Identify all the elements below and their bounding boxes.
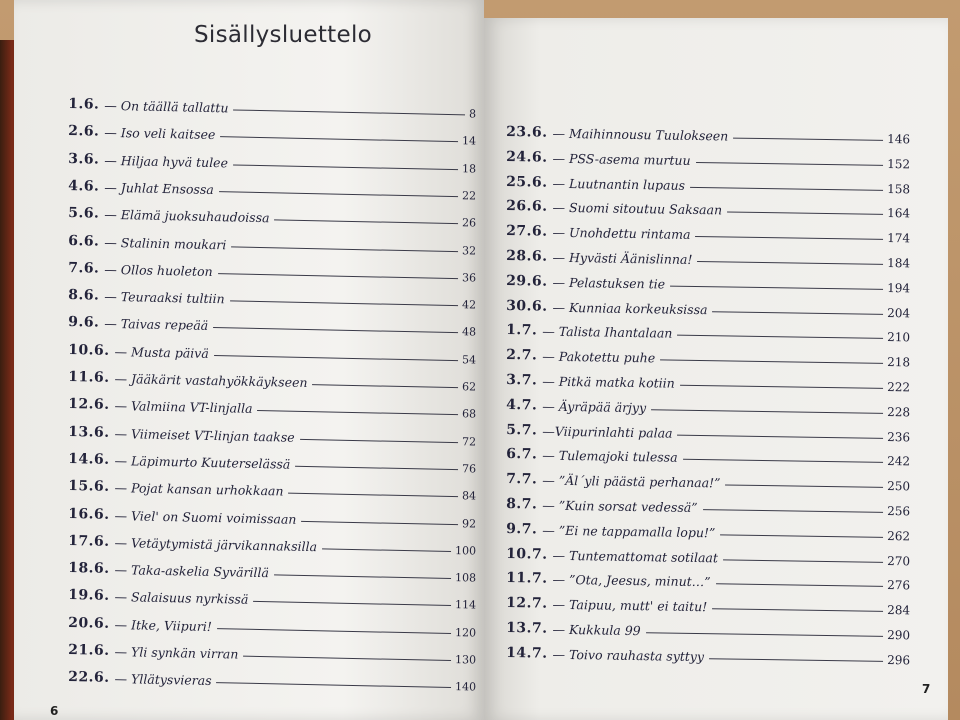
toc-entry: [68, 143, 476, 176]
toc-entry-leader: [716, 584, 884, 588]
toc-entry-title: — Taipuu, mutt' ei taitu!: [552, 596, 708, 615]
toc-entry-title: — Toivo rauhasta syttyy: [552, 646, 705, 664]
toc-entry-title: — Iso veli kaitsee: [104, 125, 216, 143]
toc-entry-number: 1.6.: [68, 96, 100, 113]
toc-entry-page: 146: [887, 131, 911, 147]
toc-entry-number: 26.6.: [506, 198, 548, 216]
toc-entry-number: 3.7.: [506, 372, 538, 389]
toc-entry-page: 108: [454, 571, 477, 585]
toc-entry-number: 29.6.: [506, 272, 548, 290]
toc-entry-title: — Yli synkän virran: [114, 643, 239, 662]
toc-entry-leader: [712, 608, 883, 612]
toc-entry-number: 7.7.: [506, 471, 538, 488]
toc-entry-number: 2.7.: [506, 347, 538, 364]
toc-entry-page: 174: [887, 231, 911, 246]
toc-entry-page: 242: [887, 454, 911, 469]
toc-entry-leader: [233, 109, 465, 115]
toc-entry-number: 5.7.: [506, 421, 538, 439]
toc-entry-page: 184: [887, 255, 911, 271]
toc-entry-leader: [720, 534, 883, 538]
toc-entry-number: 13.7.: [506, 620, 548, 637]
toc-entry-title: — Musta päivä: [114, 343, 209, 361]
toc-entry-number: 9.6.: [68, 314, 100, 332]
toc-entry-page: 26: [461, 216, 477, 230]
toc-entry-title: — Kukkula 99: [552, 621, 641, 639]
toc-entry-page: 152: [887, 156, 911, 172]
toc-entry-number: 25.6.: [506, 173, 548, 191]
toc-entry-page: 18: [461, 161, 477, 176]
page-title: Sisällysluettelo: [194, 22, 373, 48]
toc-entry-number: 27.6.: [506, 223, 548, 240]
toc-entry-page: 158: [887, 181, 911, 196]
toc-entry-title: — Salaisuus nyrkissä: [114, 589, 249, 608]
toc-entry-title: — Taivas repeää: [104, 316, 209, 334]
toc-entry-page: 218: [887, 355, 911, 370]
toc-entry-number: 3.6.: [68, 150, 100, 168]
toc-entry-leader: [233, 164, 458, 170]
toc-entry-number: 17.6.: [68, 532, 110, 550]
toc-entry-title: — Luutnantin lupaus: [552, 175, 686, 193]
toc-entry-number: 1.7.: [506, 322, 538, 339]
right-page: [484, 18, 948, 720]
toc-entry-number: 16.6.: [68, 505, 110, 523]
toc-entry-title: — Vetäytymistä järvikannaksilla: [114, 534, 318, 555]
toc-entry-title: — Yllätysvieras: [114, 671, 212, 689]
toc-entry-leader: [213, 327, 458, 333]
toc-entry-leader: [725, 485, 883, 488]
toc-entry-leader: [217, 682, 452, 688]
toc-entry-page: 256: [887, 503, 911, 519]
toc-entry-page: 84: [461, 489, 477, 503]
toc-entry-number: 6.6.: [68, 232, 100, 250]
toc-entry-title: — Pojat kansan urhokkaan: [114, 480, 284, 499]
toc-entry-title: — Tulemajoki tulessa: [542, 447, 678, 466]
toc-entry-page: 76: [461, 462, 477, 476]
toc-entry-page: 120: [454, 625, 477, 640]
toc-entry-page: 204: [887, 305, 911, 320]
toc-entry-title: — ”Kuin sorsat vedessä”: [542, 497, 698, 516]
toc-entry-title: — Juhlat Ensossa: [104, 179, 214, 197]
toc-entry-page: 72: [461, 434, 477, 449]
toc-entry-page: 32: [461, 243, 477, 258]
toc-entry-title: — Maihinnousu Tuulokseen: [552, 125, 729, 144]
toc-entry-page: 42: [461, 298, 477, 312]
toc-entry-page: 228: [887, 404, 911, 420]
toc-entry-leader: [257, 410, 458, 415]
toc-entry-number: 22.6.: [68, 669, 110, 687]
toc-entry-number: 15.6.: [68, 478, 110, 496]
toc-entry-leader: [733, 138, 883, 141]
toc-entry-number: 10.7.: [506, 545, 548, 563]
toc-entry-page: 140: [454, 680, 477, 694]
toc-entry-title: — Teuraaksi tultiin: [104, 288, 225, 307]
toc-entry-leader: [312, 384, 458, 388]
toc-entry: [68, 498, 476, 531]
toc-entry-leader: [709, 658, 883, 662]
toc-entry-number: 11.6.: [68, 369, 110, 386]
toc-entry-leader: [678, 434, 884, 438]
toc-entry-page: 92: [461, 516, 477, 531]
toc-entry-title: — Hyvästi Äänislinna!: [552, 249, 693, 267]
toc-entry-leader: [703, 509, 884, 513]
toc-entry-page: 100: [454, 543, 477, 558]
toc-entry-number: 11.7.: [506, 570, 548, 588]
toc-entry: [68, 197, 476, 230]
page-number-right: 7: [922, 682, 931, 696]
toc-entry-number: 12.7.: [506, 595, 548, 612]
toc-entry-title: — Taka-askelia Syvärillä: [114, 562, 270, 581]
toc-entry-leader: [301, 520, 458, 524]
toc-entry-number: 13.6.: [68, 423, 110, 441]
toc-entry-number: 19.6.: [68, 587, 110, 605]
toc-entry-number: 12.6.: [68, 396, 110, 414]
toc-entry-leader: [300, 438, 458, 442]
toc-entry-number: 4.6.: [68, 177, 100, 195]
toc-entry-page: 236: [887, 429, 911, 444]
toc-entry-leader: [295, 466, 458, 470]
toc-entry-number: 4.7.: [506, 396, 538, 414]
toc-entry-leader: [696, 162, 884, 166]
toc-entry-page: 290: [887, 627, 911, 643]
toc-entry-number: 8.6.: [68, 287, 100, 304]
toc-entry-page: 270: [887, 553, 911, 568]
toc-entry-number: 30.6.: [506, 297, 548, 315]
toc-entry-title: — Unohdettu rintama: [552, 224, 691, 243]
toc-entry-leader: [218, 273, 458, 279]
toc-entry: [68, 388, 476, 421]
toc-entry-page: 296: [887, 652, 911, 668]
toc-entry-page: 8: [468, 107, 477, 121]
toc-entry-title: — Viel' on Suomi voimissaan: [114, 507, 297, 527]
toc-entry-leader: [697, 261, 883, 265]
toc-entry-number: 5.6.: [68, 205, 100, 222]
toc-entry-leader: [231, 246, 458, 252]
toc-entry-leader: [230, 300, 458, 306]
toc-entry-number: 7.6.: [68, 259, 100, 277]
toc-entry-page: 114: [454, 598, 477, 612]
toc-entry-leader: [253, 601, 451, 606]
toc-entry-title: —Viipurinlahti palaa: [542, 423, 673, 441]
toc-entry-leader: [274, 220, 458, 225]
toc-entry-title: — Talista Ihantalaan: [542, 323, 673, 342]
toc-entry-number: 10.6.: [68, 341, 110, 359]
toc-entry-leader: [683, 459, 884, 463]
toc-entry-page: 130: [454, 653, 477, 667]
toc-entry-title: — Elämä juoksuhaudoissa: [104, 206, 270, 226]
toc-entry-leader: [220, 136, 458, 142]
toc-entry-leader: [727, 212, 883, 215]
toc-entry-page: 284: [887, 603, 911, 618]
toc-entry-page: 194: [887, 280, 911, 296]
toc-entry-page: 36: [461, 271, 477, 285]
toc-entry-number: 24.6.: [506, 148, 548, 166]
toc-entry-title: — Itke, Viipuri!: [114, 616, 212, 634]
toc-entry-leader: [651, 409, 883, 414]
toc-entry-number: 8.7.: [506, 496, 538, 513]
toc-entry-page: 62: [461, 380, 477, 394]
toc-entry-title: — Tuntemattomat sotilaat: [552, 547, 719, 565]
toc-entry-title: — Ollos huoleton: [104, 261, 213, 279]
left-page: [14, 0, 484, 720]
toc-entry-number: 21.6.: [68, 642, 110, 659]
toc-entry-title: — Pakotettu puhe: [542, 348, 656, 366]
toc-entry-title: — ”Ota, Jeesus, minut…”: [552, 572, 711, 590]
toc-entry-number: 6.7.: [506, 446, 538, 463]
toc-entry-leader: [670, 285, 883, 289]
toc-entry-title: — Äyräpää ärjyy: [542, 398, 647, 415]
toc-entry-leader: [680, 385, 883, 389]
toc-entry-leader: [690, 186, 883, 190]
toc-entry-title: — ”Ei ne tappamalla lopu!”: [542, 522, 716, 541]
toc-entry-title: — Kunniaa korkeuksissa: [552, 299, 708, 317]
toc-entry-page: 164: [887, 206, 911, 221]
toc-entry-leader: [660, 360, 883, 365]
toc-entry-title: — ”Äl´yli päästä perhanaa!”: [542, 472, 721, 491]
toc-entry-page: 22: [461, 189, 477, 203]
toc-entry-number: 20.6.: [68, 614, 110, 632]
toc-entry-title: — Pelastuksen tie: [552, 274, 666, 292]
toc-entry-leader: [712, 311, 883, 315]
toc-entry: [68, 579, 476, 612]
toc-entry-leader: [322, 548, 451, 552]
toc-entry: [68, 416, 476, 449]
toc-entry-page: 250: [887, 479, 911, 494]
toc-entry-leader: [214, 355, 458, 361]
toc-entry: [68, 115, 476, 148]
toc-entry-page: 222: [887, 379, 911, 395]
toc-entry-page: 262: [887, 528, 911, 544]
toc-entry: [68, 306, 476, 339]
toc-entry-title: — Pitkä matka kotiin: [542, 373, 675, 391]
toc-entry-page: 54: [461, 352, 477, 367]
toc-entry-leader: [274, 574, 451, 579]
toc-entry-leader: [723, 559, 883, 563]
toc-entry-leader: [243, 656, 451, 661]
toc-entry-title: — Jääkärit vastahyökkäykseen: [114, 370, 308, 391]
toc-entry-title: — Läpimurto Kuuterselässä: [114, 452, 291, 472]
toc-entry-leader: [695, 236, 883, 240]
toc-entry-page: 14: [461, 134, 477, 148]
toc-entry-number: 18.6.: [68, 560, 110, 577]
toc-entry-page: 68: [461, 407, 477, 421]
toc-entry-number: 2.6.: [68, 123, 100, 140]
toc-entry-leader: [217, 628, 451, 634]
toc-entry-leader: [646, 632, 883, 637]
toc-entry-title: — Suomi sitoutuu Saksaan: [552, 200, 723, 218]
toc-entry-title: — Valmiina VT-linjalla: [114, 398, 253, 417]
toc-entry-title: — PSS-asema murtuu: [552, 150, 691, 168]
toc-entry-title: — On täällä tallattu: [104, 97, 229, 116]
toc-entry-number: 14.6.: [68, 450, 110, 468]
toc-entry: [68, 225, 476, 258]
toc-entry-page: 48: [461, 325, 477, 339]
toc-entry-number: 9.7.: [506, 520, 538, 538]
toc-entry-number: 23.6.: [506, 124, 548, 141]
toc-entry-page: 276: [887, 578, 911, 593]
toc-entry-title: — Viimeiset VT-linjan taakse: [114, 425, 295, 445]
page-number-left: 6: [50, 704, 59, 718]
toc-entry-leader: [677, 335, 883, 339]
toc-entry-leader: [288, 493, 458, 498]
toc-entry: [68, 470, 476, 503]
toc-entry-number: 28.6.: [506, 248, 548, 265]
toc-entry-page: 210: [887, 330, 911, 345]
toc-entry-title: — Stalinin moukari: [104, 234, 227, 252]
toc-entry-leader: [219, 191, 458, 197]
toc-entry: [68, 661, 476, 694]
toc-entry-number: 14.7.: [506, 644, 548, 662]
toc-entry-title: — Hiljaa hyvä tulee: [104, 152, 229, 170]
